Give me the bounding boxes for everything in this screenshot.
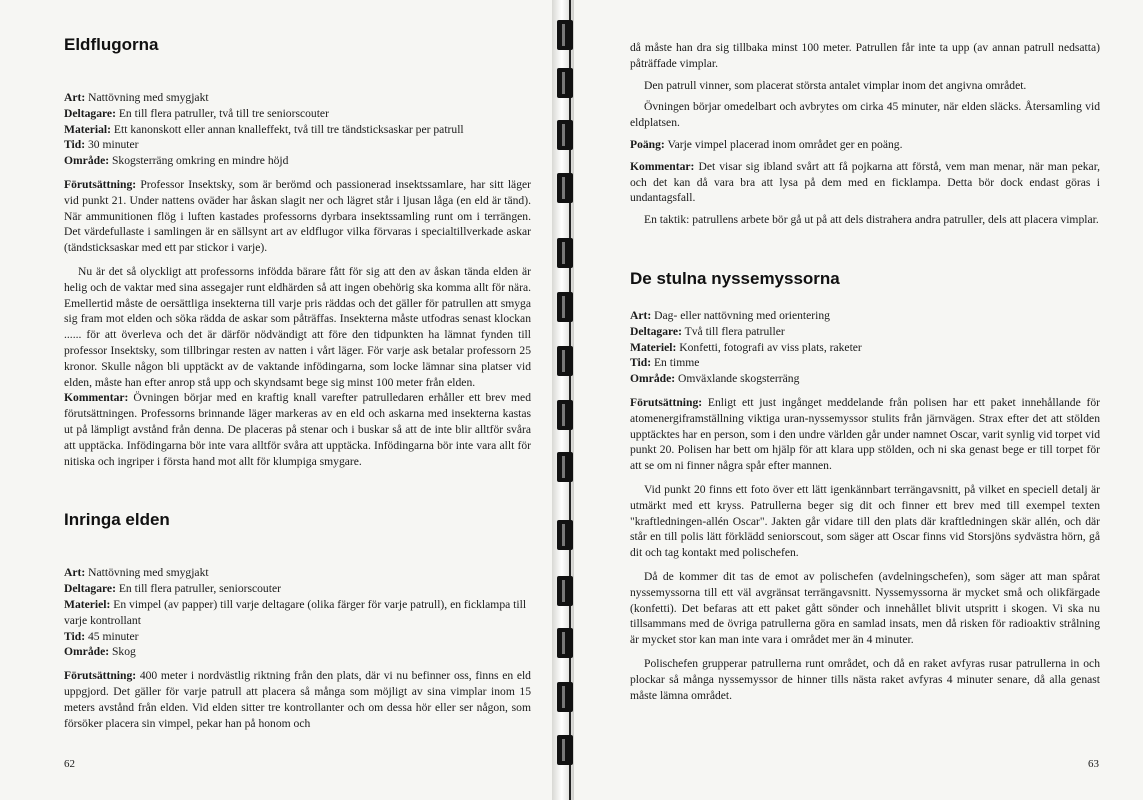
meta-line: Deltagare: En till flera patruller, seniorscouter [64, 582, 281, 596]
body-paragraph: Nu är det så olyckligt att professorns infödda bärare fått för sig att den av åskan tända elden är helig och de vaktar med sina assegajer runt eldhärden så att ingen obehörig ska komma allt för nära. Emellertid måste de oersättliga insekterna till varje pris räddas och det gäller för patrullen att smyga sig fram mot elden och söka rädda de askar som påträffas. Insekterna måste utfodras senast klockan ...... för att överleva och det är därför nödvändigt att före den tidpunkten ha lämnat fynden till professor Insektsky, som tillbringar resten av natten i vårt läger. För varje ask betalar professorn 25 kronor. Skulle någon bli upptäckt av de vaktande infödingarna, som locke lämnar sina platser vid elden, måste han efter anrop stå upp och skyndsamt bege sig minst 100 meter från elden. [64, 264, 531, 389]
meta-line: Område: Omväxlande skogsterräng [630, 372, 800, 386]
right-page-content [630, 40, 1100, 703]
meta-line: Art: Nattövning med smygjakt [64, 91, 209, 104]
meta-line: Tid: 45 minuter [64, 629, 139, 643]
left-page [0, 0, 552, 800]
binding-ring [557, 68, 573, 98]
meta-line: Tid: 30 minuter [64, 138, 139, 152]
page-number-right: 63 [1088, 758, 1099, 770]
body-paragraph: Den patrull vinner, som placerat största antalet vimplar inom det angivna området. [644, 78, 1027, 92]
left-page-content [64, 34, 531, 731]
binding-ring [557, 346, 573, 376]
body-paragraph: då måste han dra sig tillbaka minst 100 meter. Patrullen får inte ta upp (av annan patrull nedsatta) påträffade vimplar. [630, 41, 1100, 70]
binding-ring [557, 452, 573, 482]
binding-ring [557, 628, 573, 658]
binding-ring [557, 238, 573, 268]
body-paragraph: Förutsättning: Enligt ett just ingånget meddelande från polisen har ett paket innehållande för atomenergiframställning viktiga uran-nyssemyssor stulits från järnvägen. Strax efter det att stölden upptäcktes har en person, som i den undre världen går under namnet Oscar, varit synlig vid torpet vid punkt 20. Polisen har bett om hjälp för att klara upp stölden, och ni ska genast bege er till torpet för att se om ni finner några spår efter mannen. [630, 395, 1100, 473]
body-paragraph: Övningen börjar omedelbart och avbrytes om cirka 45 minuter, när elden släcks. Återsamling vid eldplatsen. [630, 100, 1100, 130]
nyssemyssorna-meta [630, 308, 1100, 387]
body-paragraph: Kommentar: Övningen börjar med en kraftig knall varefter patrulledaren erhåller ett brev med förutsättningen. Professorns brinnande läger markeras av en eld och askarna med insekterna kastas ut på lämpligt avstånd från denna. De placeras på stenar och i buskar så att de inte blir alltför svåra att upptäcka. Infödingarna bör inte vara alltför svåra att upptäcka. Infödingarna bör inte vara allt för nitiska och ingriper i första hand mot allt för klumpiga smygare. [64, 391, 531, 468]
binding-ring [557, 173, 573, 203]
eldflugorna-meta [64, 90, 531, 169]
meta-line: Område: Skog [64, 645, 136, 659]
binding-ring [557, 735, 573, 765]
body-paragraph: Vid punkt 20 finns ett foto över ett lätt igenkännbart terrängavsnitt, på vilket en speciell detalj är utmärkt med ett kryss. Patrullerna beger sig dit och finner ett brev med till exempel texten "kraftledningen-allén Oscar". Jakten går vidare till den plats där kraftledningen skär allén, och där står en till polis lätt förklädd seniorscout, som säger att Oscar finns vid Storsjöns sydvästra hörn, gå dit och tag kontakt med polischefen. [630, 482, 1100, 560]
binding-ring [557, 400, 573, 430]
meta-line: Art: Dag- eller nattövning med orientering [630, 308, 830, 322]
binding-ring [557, 292, 573, 322]
body-paragraph: Då de kommer dit tas de emot av polischefen (avdelningschefen), som säger att man spårat nyssemyssorna till ett väl avgränsat terrängavsnitt. Nyssemyssorna är mycket små och olikfärgade (konfetti). Det befaras att ett paket gått sönder och innehållet blivit utspritt i skogen. Vi ska nu tillsammans med de övriga patrullerna göra en samlad insats, men då risken för radioaktiv strålning är mycket stor kan man inte vara i området mer än 4 minuter. [630, 569, 1100, 647]
right-page [574, 0, 1143, 800]
section-title-eldflugorna: Eldflugorna [64, 35, 159, 54]
meta-line: Deltagare: En till flera patruller, två till tre seniorscouter [64, 106, 329, 120]
binding-ring [557, 520, 573, 550]
binding-ring [557, 20, 573, 50]
binding-ring [557, 576, 573, 606]
body-paragraph: Polischefen grupperar patrullerna runt området, och då en raket avfyras rusar patrullerna in och plockar så många nyssemyssor de hinner tills nästa raket avfyras 4 minuter senare, då alla genast måste lämna området. [630, 656, 1100, 702]
binding-ring [557, 682, 573, 712]
body-paragraph: Poäng: Varje vimpel placerad inom området ger en poäng. [630, 137, 903, 151]
binding-ring [557, 120, 573, 150]
meta-line: Tid: En timme [630, 356, 700, 370]
meta-line: Område: Skogsterräng omkring en mindre höjd [64, 154, 289, 168]
body-paragraph: Förutsättning: 400 meter i nordvästlig riktning från den plats, där vi nu befinner oss, finns en eld uppgjord. Det gäller för varje patrull att placera så många som möjligt av sina vimplar inom 15 meters avstånd från elden. Vid elden sitter tre kontrollanter och om dessa hör eller ser någon, som försöker placera sin vimpel, pekar han på honom och [64, 669, 531, 730]
body-paragraph: Förutsättning: Professor Insektsky, som är berömd och passionerad insektssamlare, har sitt läger vid punkt 21. Under nattens oväder har åskan slagit ner och lägret står i ljusan låga (en eld är tänd). När ammunitionen flög i luften kastades professorns dyrbara insektssamling runt om i terrängen. Det värdefullaste i samlingen är en sällsynt art av eldflugor vilka förvaras i specialtillverkade askar (tändsticksaskar med ett par stickor i varje). [64, 177, 531, 255]
meta-line: Art: Nattövning med smygjakt [64, 566, 209, 580]
body-paragraph: En taktik: patrullens arbete bör gå ut på att dels distrahera andra patruller, dels att placera vimplar. [644, 213, 1099, 227]
section-title-inringa-elden: Inringa elden [64, 510, 170, 530]
body-paragraph: Kommentar: Det visar sig ibland svårt att få pojkarna att förstå, vem man menar, när man pekar, och det kan då vara bra att lysa på dem med en ficklampa. Detta bör dock endast göras i undantagsfall. [630, 159, 1100, 205]
section-title-de-stulna-nyssemyssorna: De stulna nyssemyssorna [630, 268, 840, 288]
meta-line: Deltagare: Två till flera patruller [630, 324, 785, 338]
meta-line: Materiel: Konfetti, fotografi av viss plats, raketer [630, 340, 862, 354]
meta-line: Materiel: En vimpel (av papper) till varje deltagare (olika färger för varje patrull), en ficklampa till varje kontrollant [64, 597, 527, 627]
inringa-elden-meta [64, 565, 531, 660]
page-number-left: 62 [64, 758, 75, 770]
meta-line: Material: Ett kanonskott eller annan knalleffekt, två till tre tändsticksaskar per patrull [64, 122, 464, 136]
